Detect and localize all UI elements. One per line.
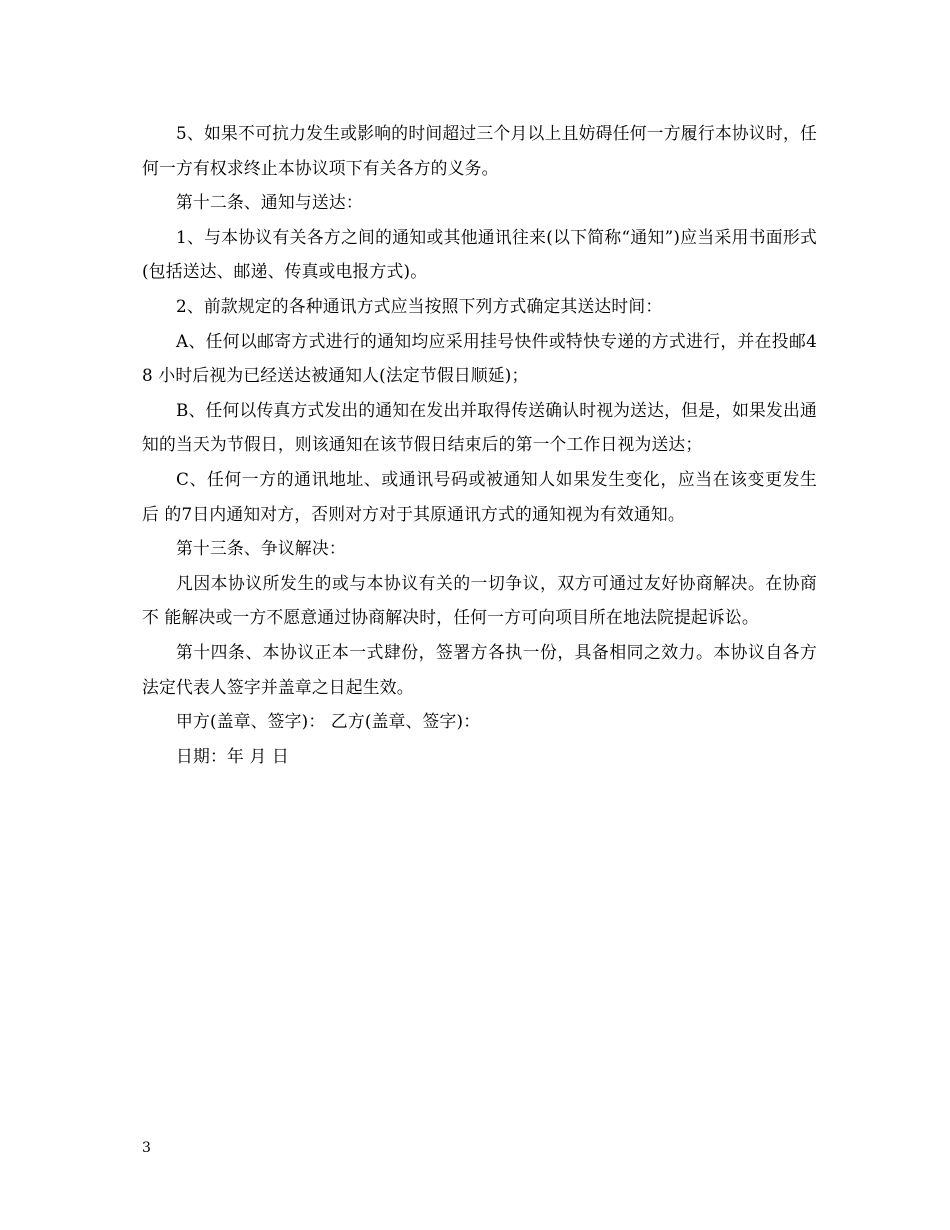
clause-5-force-majeure: 5、如果不可抗力发生或影响的时间超过三个月以上且妨碍任何一方履行本协议时，任何一方有权求终止本协议项下有关各方的义务。: [142, 123, 817, 178]
signature-line: 甲方(盖章、签字)： 乙方(盖章、签字)：: [176, 711, 481, 732]
clause-1-notice-form: 1、与本协议有关各方之间的通知或其他通讯往来(以下简称“通知”)应当采用书面形式(包括送达、邮递、传真或电报方式)。: [142, 226, 817, 282]
date-line: 日期：年 月 日: [176, 745, 289, 766]
clause-b-fax-delivery: B、任何以传真方式发出的通知在发出并取得传送确认时视为送达，但是，如果发出通 知的当天为节假日，则该通知在该节假日结束后的第一个工作日视为送达；: [142, 399, 817, 455]
clause-c-address-change: C、任何一方的通讯地址、或通讯号码或被通知人如果发生变化，应当在该变更发生后 的7日内通知对方，否则对方对于其原通讯方式的通知视为有效通知。: [142, 468, 817, 524]
dispute-resolution-text: 凡因本协议所发生的或与本协议有关的一切争议，双方可通过友好协商解决。在协商不 能解决或一方不愿意通过协商解决时，任何一方可向项目所在地法院提起诉讼。: [142, 572, 817, 628]
page-number: 3: [142, 1140, 151, 1156]
article-13-heading: 第十三条、争议解决：: [176, 538, 346, 559]
article-12-heading: 第十二条、通知与送达：: [176, 192, 363, 213]
clause-a-mail-delivery: A、任何以邮寄方式进行的通知均应采用挂号快件或特快专递的方式进行，并在投邮48 小时后视为已经送达被通知人(法定节假日顺延)；: [142, 330, 817, 386]
document-body: [142, 116, 817, 773]
clause-2-delivery-time: 2、前款规定的各种通讯方式应当按照下列方式确定其送达时间：: [176, 295, 663, 316]
article-14-effectiveness: 第十四条、本协议正本一式肆份，签署方各执一份，具备相同之效力。本协议自各方法定代表人签字并盖章之日起生效。: [142, 641, 817, 697]
